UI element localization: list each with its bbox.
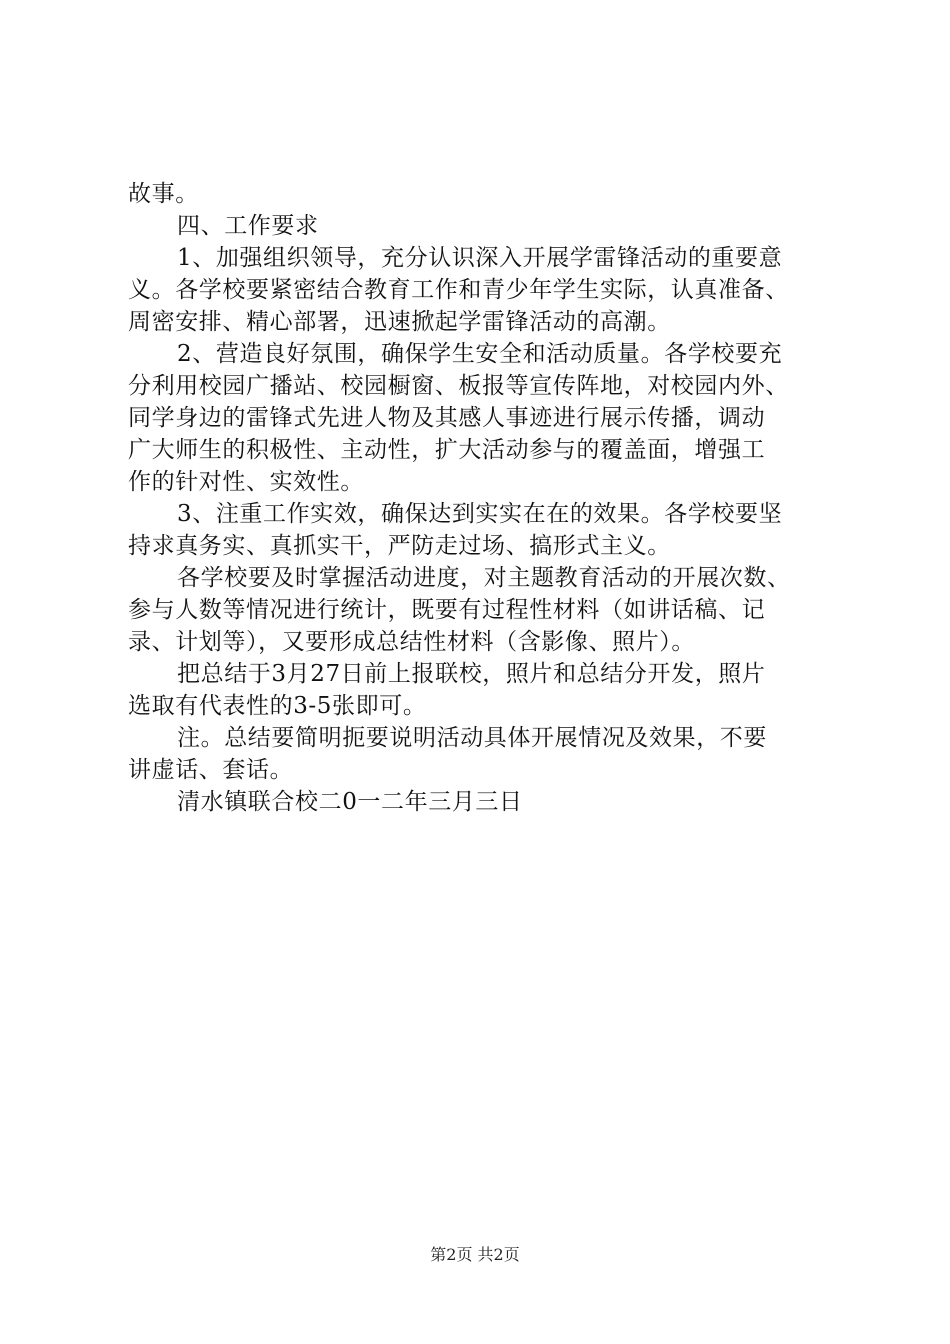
body-text-line: 作的针对性、实效性。 bbox=[128, 469, 364, 495]
body-text-line: 义。各学校要紧密结合教育工作和青少年学生实际，认真准备、 bbox=[128, 277, 789, 303]
signature-line: 清水镇联合校二0一二年三月三日 bbox=[177, 789, 523, 815]
body-text-line: 选取有代表性的3-5张即可。 bbox=[128, 693, 427, 719]
body-text-line: 3、注重工作实效，确保达到实实在在的效果。各学校要坚 bbox=[177, 501, 783, 527]
body-text-line: 故事。 bbox=[128, 181, 199, 207]
body-text-line: 分利用校园广播站、校园橱窗、板报等宣传阵地，对校园内外、 bbox=[128, 373, 789, 399]
body-text-line: 录、计划等），又要形成总结性材料（含影像、照片）。 bbox=[128, 629, 695, 655]
body-text-line: 把总结于3月27日前上报联校，照片和总结分开发，照片 bbox=[177, 661, 766, 687]
page-number-footer: 第2页 共2页 bbox=[430, 1245, 520, 1264]
body-text-line: 各学校要及时掌握活动进度，对主题教育活动的开展次数、 bbox=[177, 565, 791, 591]
body-text-line: 同学身边的雷锋式先进人物及其感人事迹进行展示传播，调动 bbox=[128, 405, 766, 431]
body-text-line: 持求真务实、真抓实干，严防走过场、搞形式主义。 bbox=[128, 533, 671, 559]
body-text-line: 讲虚话、套话。 bbox=[128, 757, 294, 783]
section-heading: 四、工作要求 bbox=[177, 213, 319, 239]
body-text-line: 2、营造良好氛围，确保学生安全和活动质量。各学校要充 bbox=[177, 341, 783, 367]
body-text-line: 注。总结要简明扼要说明活动具体开展情况及效果，不要 bbox=[177, 725, 767, 751]
body-text-line: 周密安排、精心部署，迅速掀起学雷锋活动的高潮。 bbox=[128, 309, 671, 335]
body-text-line: 参与人数等情况进行统计，既要有过程性材料（如讲话稿、记 bbox=[128, 597, 766, 623]
body-text-line: 1、加强组织领导，充分认识深入开展学雷锋活动的重要意 bbox=[177, 245, 783, 271]
body-text-line: 广大师生的积极性、主动性，扩大活动参与的覆盖面，增强工 bbox=[128, 437, 766, 463]
